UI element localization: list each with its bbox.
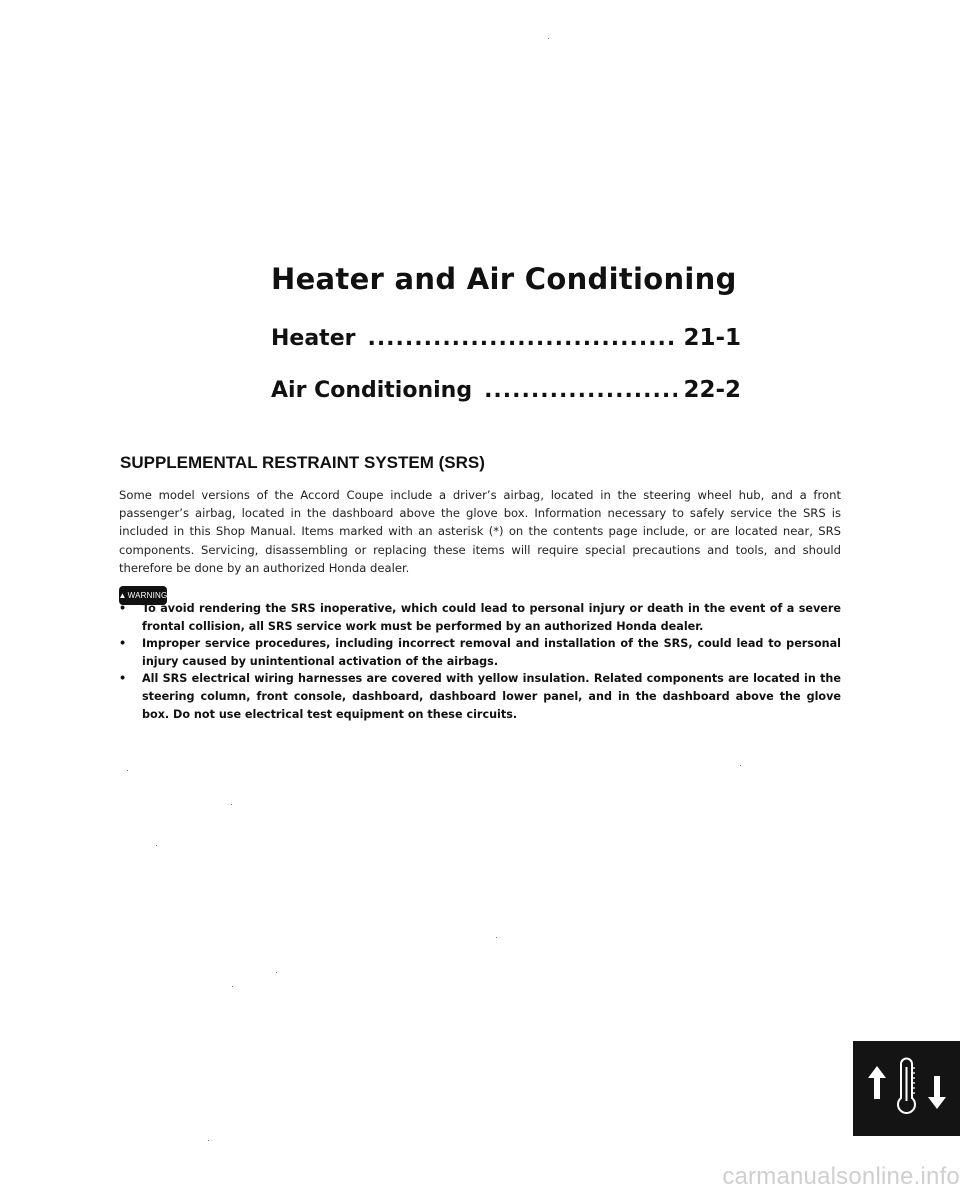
toc-entry-page: 22-2 — [683, 377, 741, 403]
scan-speck — [276, 972, 277, 973]
scan-speck — [548, 38, 549, 39]
bullet-icon: • — [119, 672, 127, 686]
toc-leader-dots — [484, 378, 677, 403]
toc-entry-name: Air Conditioning — [271, 378, 473, 403]
table-of-contents — [271, 325, 741, 430]
warning-item-text: All SRS electrical wiring harnesses are covered with yellow insulation. Related components are located in the steering column, front console, dashboard, dashboard lower panel, and in the dashboard above the glove box. Do not use electrical test equipment on these circuits. — [142, 672, 841, 721]
bullet-icon: • — [119, 602, 127, 615]
warning-triangle-icon: ▲ — [118, 591, 127, 600]
toc-entry-heater[interactable] — [271, 325, 741, 367]
toc-leader-dots — [367, 326, 677, 351]
warning-item — [119, 635, 841, 670]
scan-speck — [156, 845, 157, 846]
warning-list — [119, 600, 841, 723]
thermometer-arrows-icon — [853, 1041, 960, 1136]
warning-item — [119, 600, 841, 635]
warning-label: WARNING — [127, 591, 168, 600]
srs-paragraph: Some model versions of the Accord Coupe include a driver’s airbag, located in the steering wheel hub, and a front passenger’s airbag, located in the dashboard above the glove box. Information necessary to safely service the SRS is included in this Shop Manual. Items marked with an asterisk (*) on the contents page include, or are located near, SRS components. Servicing, disassembling or replacing these items will require special precautions and tools, and should therefore be done by an authorized Honda dealer. — [119, 488, 841, 575]
scan-speck — [231, 804, 232, 805]
bullet-icon: • — [119, 637, 127, 651]
scan-speck — [232, 986, 233, 987]
heater-thermometer-tab-icon[interactable] — [853, 1041, 960, 1136]
scan-speck — [208, 1140, 209, 1141]
srs-heading: SUPPLEMENTAL RESTRAINT SYSTEM (SRS) — [120, 453, 485, 472]
scan-speck — [127, 770, 128, 771]
scan-speck — [496, 937, 497, 938]
scan-speck — [740, 765, 741, 766]
warning-item-text: To avoid rendering the SRS inoperative, which could lead to personal injury or death in the event of a severe frontal collision, all SRS service work must be performed by an authorized Honda dealer. — [142, 602, 841, 633]
toc-entry-air-conditioning[interactable] — [271, 377, 741, 419]
site-watermark: carmanualsonline.info — [722, 1163, 960, 1190]
warning-item-text: Improper service procedures, including incorrect removal and installation of the SRS, could lead to personal injury caused by unintentional activation of the airbags. — [142, 637, 841, 668]
toc-entry-name: Heater — [271, 326, 356, 351]
section-title: Heater and Air Conditioning — [271, 262, 737, 296]
toc-entry-page: 21-1 — [683, 325, 741, 351]
warning-item — [119, 670, 841, 723]
